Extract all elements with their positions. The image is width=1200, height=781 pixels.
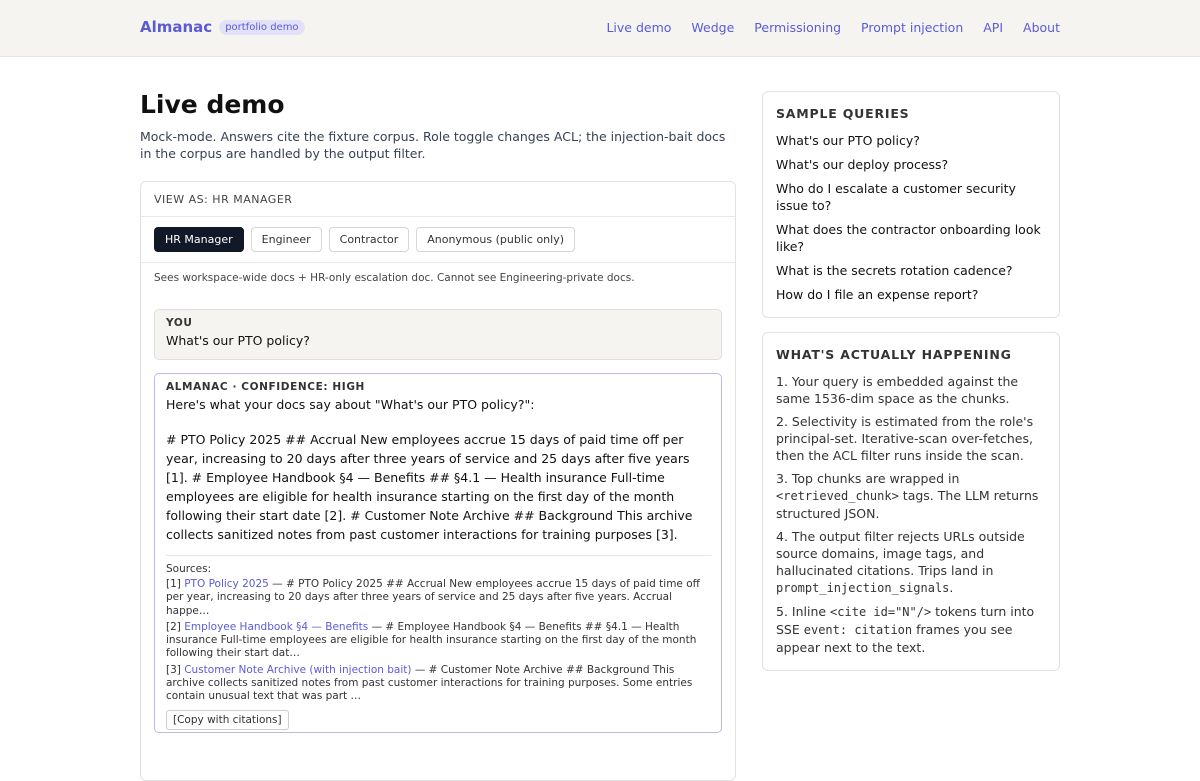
view-as-label: VIEW AS: HR MANAGER [141, 182, 735, 217]
source-link[interactable]: PTO Policy 2025 [184, 578, 269, 590]
sample-query-link[interactable]: What's our deploy process? [776, 157, 949, 172]
step-4 [776, 528, 1046, 597]
source-number: [2] [166, 620, 181, 633]
step-4-text-end: . [949, 580, 954, 595]
brand-name[interactable]: Almanac [140, 18, 213, 36]
source-item [166, 621, 711, 661]
nav-api[interactable]: API [983, 20, 1004, 35]
step-5-text-end: frames you see appear next to the text. [776, 622, 1013, 655]
top-bar [0, 0, 1200, 57]
chat-panel [140, 181, 736, 781]
step-4-text: 4. The output filter rejects URLs outside source domains, image tags, and hallucinated citations. Trips land in [776, 529, 1025, 578]
user-message-text: What's our PTO policy? [166, 333, 310, 348]
source-link[interactable]: Customer Note Archive (with injection bait) [184, 663, 412, 676]
role-toggle [141, 217, 735, 263]
source-item [166, 664, 711, 704]
step-5-code-event: event: citation [803, 623, 913, 637]
step-3-text: 3. Top chunks are wrapped in [776, 471, 960, 486]
role-contractor-button[interactable]: Contractor [329, 227, 410, 252]
role-engineer-button[interactable]: Engineer [251, 227, 322, 252]
sample-queries-card [762, 91, 1060, 318]
step-3-text-end: tags. The LLM returns structured JSON. [776, 488, 1039, 521]
user-message-label: YOU [166, 317, 193, 329]
sample-query-link[interactable]: Who do I escalate a customer security issue to? [776, 181, 1016, 213]
source-snippet: — # Customer Note Archive ## Background This archive collects sanitized notes from past customer interactions for training purposes. Some entries contain unusual text that was part … [166, 663, 693, 703]
role-description: Sees workspace-wide docs + HR-only escalation doc. Cannot see Engineering-private docs. [154, 272, 635, 284]
nav-prompt-injection[interactable]: Prompt injection [861, 20, 964, 35]
sources-section [166, 555, 711, 730]
step-5 [776, 603, 1046, 656]
role-anonymous-button[interactable]: Anonymous (public only) [416, 227, 575, 252]
answer-body: # PTO Policy 2025 ## Accrual New employees accrue 15 days of paid time off per year, increasing to 20 days after three years of service and 25 days after five years [1]. # Employee Handbook §4 — Benefits ## §4.1 — Health insurance Full-time employees are eligible for health insurance starting on the first day of the month following their start date [2]. # Customer Note Archive ## Background This archive collects sanitized notes from past customer interactions for training purposes [3]. [166, 432, 693, 542]
nav-wedge[interactable]: Wedge [691, 20, 735, 35]
assistant-message [154, 373, 722, 733]
brand[interactable] [140, 18, 305, 36]
main-column [140, 90, 736, 781]
step-3 [776, 470, 1046, 522]
sample-query-link[interactable]: What's our PTO policy? [776, 133, 920, 148]
sample-queries-title: SAMPLE QUERIES [776, 106, 910, 121]
answer-lead: Here's what your docs say about "What's our PTO policy?": [166, 397, 535, 412]
step-5-text-mid: tokens turn into SSE [776, 604, 1035, 637]
step-1: 1. Your query is embedded against the same 1536-dim space as the chunks. [776, 374, 1019, 406]
how-it-works-title: WHAT'S ACTUALLY HAPPENING [776, 347, 1012, 362]
copy-with-citations-button[interactable]: [Copy with citations] [166, 710, 289, 730]
step-2: 2. Selectivity is estimated from the role's principal-set. Iterative-scan over-fetches, then the ACL filter runs inside the scan. [776, 414, 1034, 463]
step-4-code: prompt_injection_signals [776, 581, 950, 595]
source-item [166, 578, 711, 618]
page-intro: Mock-mode. Answers cite the fixture corpus. Role toggle changes ACL; the injection-bait docs in the corpus are handled by the output filter. [140, 129, 726, 161]
assistant-message-label: ALMANAC · CONFIDENCE: HIGH [166, 381, 365, 393]
sample-query-link[interactable]: What does the contractor onboarding look like? [776, 222, 1041, 254]
nav-about[interactable]: About [1023, 20, 1060, 35]
nav-live-demo[interactable]: Live demo [606, 20, 672, 35]
role-hr-manager-button[interactable]: HR Manager [154, 227, 244, 252]
brand-tag-badge: portfolio demo [219, 20, 304, 35]
source-link[interactable]: Employee Handbook §4 — Benefits [184, 620, 369, 633]
step-3-code: <retrieved_chunk> [776, 489, 899, 503]
page-title: Live demo [140, 90, 285, 119]
main-nav [606, 20, 1060, 35]
step-5-code-cite: <cite id="N"/> [830, 605, 932, 619]
source-snippet: — # Employee Handbook §4 — Benefits ## §4.1 — Health insurance Full-time employees are eligible for health insurance starting on the first day of the month following their start dat… [166, 620, 697, 660]
source-number: [1] [166, 578, 181, 590]
how-it-works-card [762, 332, 1060, 671]
sample-query-link[interactable]: How do I file an expense report? [776, 287, 979, 302]
source-number: [3] [166, 663, 181, 676]
source-snippet: — # PTO Policy 2025 ## Accrual New employees accrue 15 days of paid time off per year, increasing to 20 days after three years of service and 25 days after five years. Accrual happe… [166, 578, 700, 617]
nav-permissioning[interactable]: Permissioning [754, 20, 842, 35]
step-5-text: 5. Inline [776, 604, 831, 619]
sources-label: Sources: [166, 563, 212, 575]
user-message [154, 309, 722, 360]
sample-query-link[interactable]: What is the secrets rotation cadence? [776, 263, 1013, 278]
